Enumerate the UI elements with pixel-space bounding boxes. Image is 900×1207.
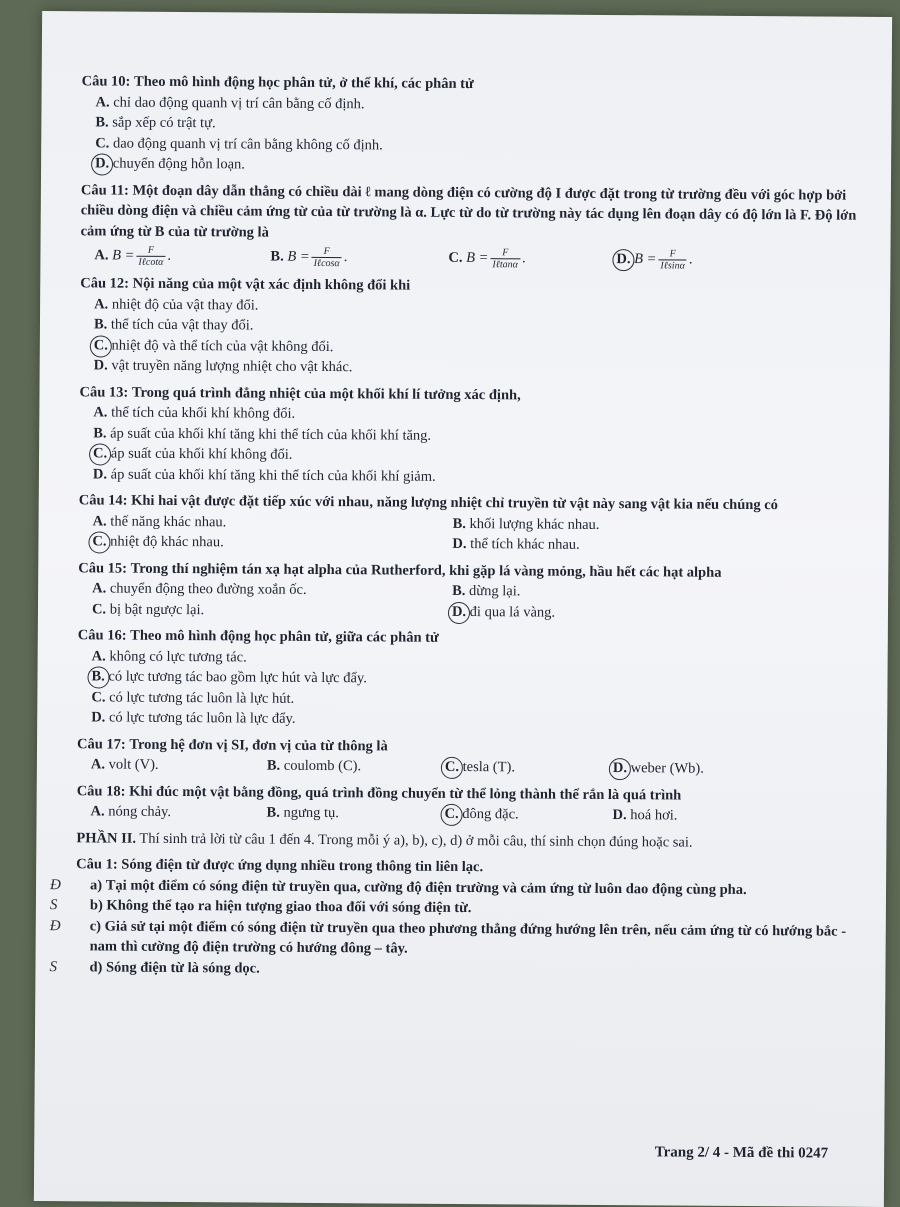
question-12: Câu 12: Nội năng của một vật xác định không đổi khi	[80, 275, 411, 294]
q14-option-b: B. khối lượng khác nhau.	[452, 515, 600, 533]
exam-content	[49, 71, 861, 982]
exam-page	[34, 11, 892, 1207]
q18-option-b: B. ngưng tụ.	[266, 804, 339, 822]
q11-option-a: A. B = $\frac{F}{\text{Iℓcotα}}$ .	[94, 244, 172, 268]
page-footer: Trang 2/ 4 - Mã đề thi 0247	[654, 1144, 829, 1162]
q17-option-c: C. tesla (T).	[444, 758, 516, 776]
q13-option-b: B. áp suất của khối khí tăng khi thể tích của khối khí tăng.	[93, 424, 432, 444]
q16-option-c: C. có lực tương tác luôn là lực hút.	[91, 688, 295, 707]
question-11: Câu 11: Một đoạn dây dẫn thẳng có chiều dài ℓ mang dòng điện có cường độ I được đặt trong từ trường đều với góc hợp bởi chiều dòng điện và chiều cảm ứng từ của từ trường là α. Lực từ do từ trường này tác dụng lên đoạn dây có độ lớn là F. Độ lớn cảm ứng từ B của từ trường là	[80, 181, 857, 241]
q18-option-a: A. nóng chảy.	[90, 803, 172, 820]
handwritten-mark: Đ	[50, 876, 61, 893]
answer-circle: D.	[616, 250, 631, 267]
q13-option-d: D. áp suất của khối khí tăng khi thể tích của khối khí giảm.	[92, 465, 436, 485]
q14-option-a: A. thế năng khác nhau.	[92, 512, 227, 530]
q15-option-a: A. chuyển động theo đường xoắn ốc.	[92, 580, 307, 598]
q17-option-d: D. weber (Wb).	[612, 760, 704, 777]
q16-option-a: A. không có lực tương tác.	[91, 647, 247, 665]
q16-option-d: D. có lực tương tác luôn là lực đẩy.	[91, 709, 296, 727]
handwritten-mark: S	[49, 958, 58, 975]
answer-circle: D.	[95, 155, 110, 172]
question-16: Câu 16: Theo mô hình động học phân tử, giữa các phân tử	[77, 627, 439, 646]
part-2-heading: PHẦN II. Thí sinh trả lời từ câu 1 đến 4. Trong mỗi ý a), b), c), d) ở mỗi câu, thí sinh chọn đúng hoặc sai.	[76, 829, 693, 851]
p2q1-item-d: S d) Sóng điện từ là sóng dọc.	[49, 958, 260, 977]
answer-circle: D.	[612, 760, 628, 777]
answer-circle: D.	[451, 603, 467, 620]
answer-circle: C.	[444, 758, 460, 775]
answer-circle: C.	[93, 445, 108, 462]
q18-option-d: D. hoá hơi.	[612, 807, 678, 824]
q12-option-d: D. vật truyền năng lượng nhiệt cho vật khác.	[93, 357, 353, 376]
q15-option-d: D. đi qua lá vàng.	[451, 603, 556, 621]
q11-option-d: D. B = $\frac{F}{\text{Iℓsinα}}$ .	[616, 248, 693, 272]
question-17: Câu 17: Trong hệ đơn vị SI, đơn vị của từ thông là	[76, 735, 388, 754]
handwritten-mark: Đ	[49, 917, 61, 934]
p2q1-item-c: Đ c) Giả sử tại một điểm có sóng điện từ truyền qua theo phương thẳng đứng hướng lên trên, nếu cảm ứng từ có hướng bắc - nam thì cường độ điện trường có hướng đông – tây.	[49, 917, 847, 957]
q10-option-c: C. dao động quanh vị trí cân bằng không cố định.	[95, 134, 383, 153]
q12-option-b: B. thể tích của vật thay đổi.	[93, 316, 254, 334]
q15-option-c: C. bị bật ngược lại.	[91, 600, 205, 618]
question-14: Câu 14: Khi hai vật được đặt tiếp xúc với nhau, năng lượng nhiệt chỉ truyền từ vật này sang vật kia nếu chúng có	[78, 492, 778, 514]
q12-option-c: C. nhiệt độ và thể tích của vật không đổi.	[93, 336, 334, 355]
question-15: Câu 15: Trong thí nghiệm tán xạ hạt alpha của Rutherford, khi gặp lá vàng mỏng, hầu hết các hạt alpha	[78, 559, 722, 581]
answer-circle: B.	[91, 668, 105, 685]
q10-option-a: A. chỉ dao động quanh vị trí cân bằng cố định.	[95, 93, 365, 112]
q17-option-b: B. coulomb (C).	[266, 757, 362, 775]
handwritten-mark: S	[49, 897, 58, 914]
q10-option-d: D. chuyển động hỗn loạn.	[95, 155, 245, 173]
answer-circle: C.	[92, 533, 107, 550]
question-18: Câu 18: Khi đúc một vật bằng đồng, quá trình đồng chuyển từ thể lỏng thành thể rắn là quá trình	[76, 782, 682, 804]
answer-circle: C.	[93, 336, 108, 354]
q11-option-b: B. B = $\frac{F}{\text{Iℓcosα}}$ .	[270, 246, 348, 270]
q16-option-b: B. có lực tương tác bao gồm lực hút và lực đẩy.	[91, 668, 367, 687]
question-10: Câu 10: Theo mô hình động học phân tử, ở thể khí, các phân tử	[81, 73, 474, 93]
q14-option-c: C. nhiệt độ khác nhau.	[92, 533, 224, 551]
q15-option-b: B. dừng lại.	[452, 582, 521, 600]
p2q1-item-a: Đ a) Tại một điểm có sóng điện từ truyền qua, cường độ điện trường và cảm ứng từ luôn dao động cùng pha.	[50, 876, 747, 898]
answer-circle: C.	[444, 805, 459, 822]
p2q1-item-b: S b) Không thể tạo ra hiện tượng giao thoa đối với sóng điện từ.	[49, 897, 472, 917]
q18-option-c: C. đông đặc.	[444, 805, 519, 823]
q12-option-a: A. nhiệt độ của vật thay đổi.	[94, 295, 259, 314]
question-13: Câu 13: Trong quá trình đẳng nhiệt của một khối khí lí tưởng xác định,	[79, 383, 521, 403]
q11-option-c: C. B = $\frac{F}{\text{Iℓtanα}}$ .	[448, 247, 526, 271]
q13-option-c: C. áp suất của khối khí không đổi.	[93, 445, 293, 463]
part2-question-1: Câu 1: Sóng điện từ được ứng dụng nhiều trong thông tin liên lạc.	[76, 856, 484, 876]
q10-option-b: B. sắp xếp có trật tự.	[95, 114, 216, 132]
q13-option-a: A. thể tích của khối khí không đổi.	[93, 404, 296, 422]
q14-option-d: D. thể tích khác nhau.	[452, 535, 580, 553]
q17-option-a: A. volt (V).	[90, 756, 159, 773]
